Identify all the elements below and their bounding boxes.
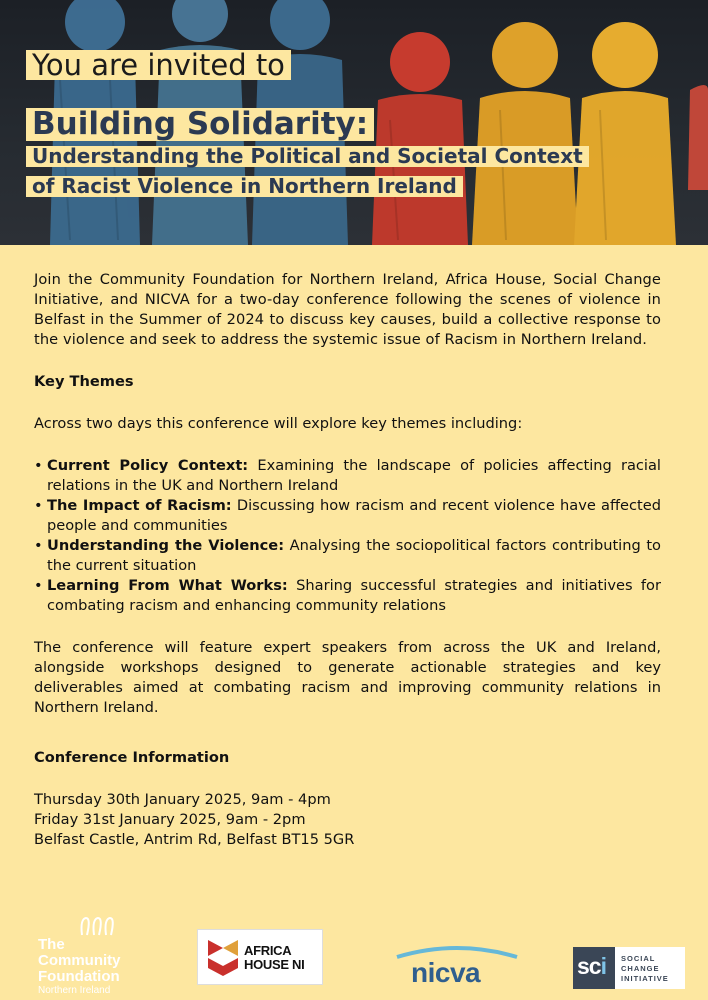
list-item [47,496,661,536]
theme-label: Understanding the Violence: [47,537,285,554]
sci-mark-a: sc [577,953,601,979]
list-item [47,456,661,496]
africa-house-line-1: AFRICA [244,943,292,958]
theme-label: Learning From What Works: [47,577,288,594]
sci-line-3: INITIATIVE [621,974,669,983]
community-foundation-logo [38,915,148,995]
hero-title-block [0,0,708,245]
theme-label: Current Policy Context: [47,457,249,474]
social-change-initiative-logo [573,947,685,989]
nicva-wordmark: nicva [411,957,481,988]
cf-line-1: The [38,936,65,953]
partner-logos [0,905,708,1000]
main-content [34,270,661,850]
sci-mark-b: i [600,953,606,979]
community-foundation-mark-icon [78,915,118,937]
event-title: Building Solidarity: [26,108,374,141]
sci-mark [573,947,615,989]
key-themes-list [34,456,661,616]
sci-line-2: CHANGE [621,964,660,973]
theme-text: Analysing the sociopolitical factors contributing to the current situation [47,537,661,574]
nicva-logo [395,945,520,993]
theme-label: The Impact of Racism: [47,497,232,514]
theme-text: Discussing how racism and recent violence have affected people and communities [47,497,662,534]
cf-line-4: Northern Ireland [38,985,111,996]
conference-details [34,790,661,850]
event-subtitle-line-1: Understanding the Political and Societal Context [26,146,589,167]
conference-venue: Belfast Castle, Antrim Rd, Belfast BT15 5GR [34,831,355,848]
closing-paragraph: The conference will feature expert speakers from across the UK and Ireland, alongside workshops designed to generate actionable strategies and key deliverables aimed at combating racism and improving community relations in Northern Ireland. [34,639,661,716]
conference-date-2: Friday 31st January 2025, 9am - 2pm [34,811,306,828]
list-item [47,536,661,576]
cf-line-2: Community [38,952,121,969]
conference-date-1: Thursday 30th January 2025, 9am - 4pm [34,791,331,808]
cf-line-3: Foundation [38,968,120,985]
list-item [47,576,661,616]
africa-house-logo [197,929,323,985]
africa-house-mark-icon [206,938,240,976]
event-subtitle-line-2: of Racist Violence in Northern Ireland [26,176,463,197]
sci-wordmark [615,947,685,989]
hero-banner [0,0,708,245]
theme-text: Sharing successful strategies and initiatives for combating racism and enhancing community relations [47,577,661,614]
sci-line-1: SOCIAL [621,954,656,963]
key-themes-heading: Key Themes [34,373,134,390]
theme-text: Examining the landscape of policies affecting racial relations in the UK and Northern Ireland [47,457,661,494]
conference-info-heading: Conference Information [34,749,230,766]
invite-line: You are invited to [26,50,291,80]
key-themes-intro: Across two days this conference will explore key themes including: [34,415,523,432]
intro-paragraph: Join the Community Foundation for Northern Ireland, Africa House, Social Change Initiative, and NICVA for a two-day conference following the scenes of violence in Belfast in the Summer of 2024 to discuss key causes, build a collective response to the violence and seek to address the systemic issue of Racism in Northern Ireland. [34,271,661,348]
africa-house-line-2: HOUSE NI [244,957,305,972]
